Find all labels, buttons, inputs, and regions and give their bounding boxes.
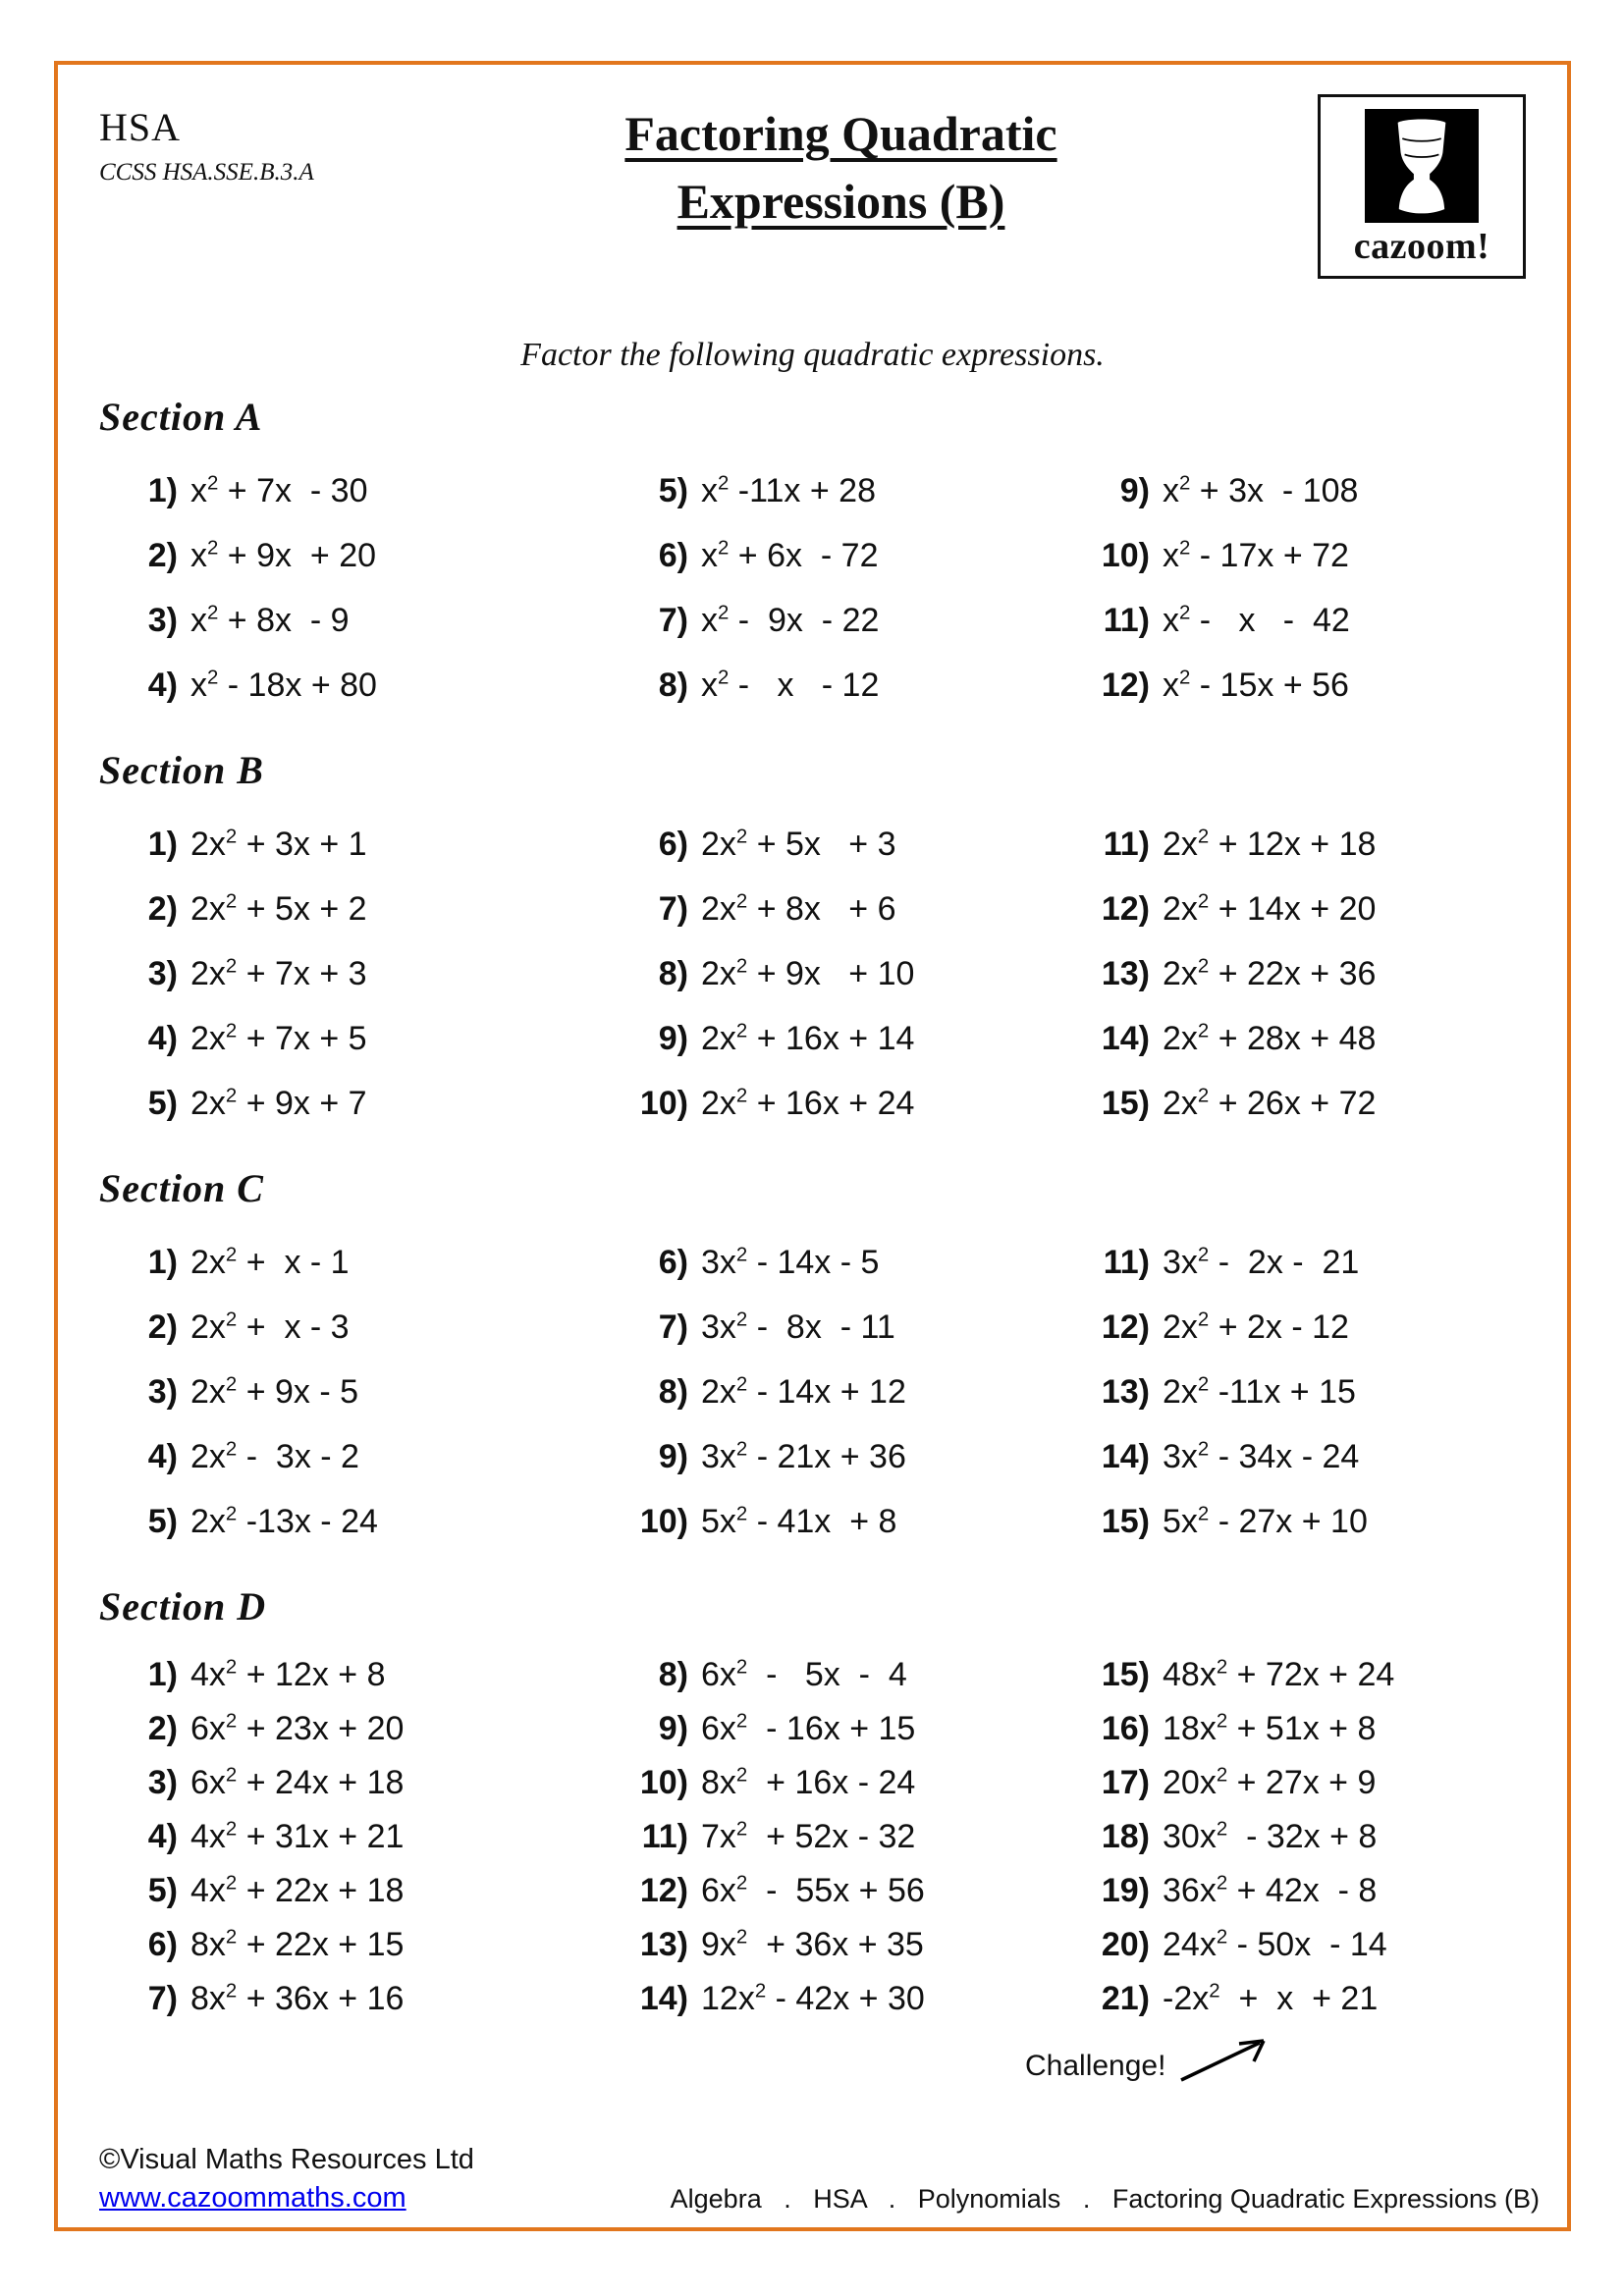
problem-number: 7)	[147, 1979, 178, 2017]
problem-number: 11)	[1103, 1243, 1150, 1281]
problem-expression: $2x^2 + 22x + 36$	[1163, 954, 1377, 992]
page-title	[364, 94, 1318, 236]
problem-item	[109, 1972, 620, 2026]
problem-expression: $2x^2 + 28x + 48$	[1163, 1019, 1377, 1057]
problem-item	[109, 1702, 620, 1756]
problem-number: 5)	[147, 1502, 178, 1540]
problem-expression: $2x^2$ -13x - 24	[190, 1502, 378, 1540]
problem-item	[620, 588, 1081, 653]
problem-number: 15)	[1101, 1655, 1150, 1693]
problem-expression: $5x^2 - 27x + 10$	[1163, 1502, 1368, 1540]
problem-number: 3)	[147, 954, 178, 992]
worksheet-content	[58, 65, 1567, 2026]
problem-item	[109, 812, 620, 877]
problem-item	[620, 1864, 1081, 1918]
problem-item	[620, 653, 1081, 718]
problem-expression: $3x^2 - 8x - 11$	[701, 1308, 895, 1346]
problem-item	[1081, 458, 1526, 523]
problem-item	[109, 1489, 620, 1554]
problem-item	[620, 1006, 1081, 1071]
problem-expression: $3x^2 - 21x + 36$	[701, 1437, 906, 1475]
problem-expression: $8x^2 + 36x + 16$	[190, 1979, 405, 2017]
section-heading: Section A	[99, 394, 263, 439]
problem-number: 15)	[1101, 1502, 1150, 1540]
ccss-standard: CCSS HSA.SSE.B.3.A	[99, 159, 314, 186]
problem-expression: $2x^2 + x - 1$	[190, 1243, 350, 1281]
problem-expression: $-2x^2 + x + 21$	[1163, 1979, 1379, 2017]
problem-item	[1081, 877, 1526, 941]
problem-number: 5)	[147, 1084, 178, 1122]
problem-expression: $3x^2 - 34x - 24$	[1163, 1437, 1360, 1475]
problem-number: 4)	[147, 1817, 178, 1855]
problem-expression: $x^2 - 15x + 56$	[1163, 666, 1349, 704]
problem-item	[620, 1071, 1081, 1136]
problem-number: 12)	[639, 1871, 688, 1909]
problem-item	[109, 1071, 620, 1136]
problem-expression: $36x^2 + 42x - 8$	[1163, 1871, 1378, 1909]
problem-expression: $6x^2 - 5x - 4$	[701, 1655, 907, 1693]
problem-item	[109, 523, 620, 588]
problem-item	[109, 1864, 620, 1918]
problem-number: 10)	[639, 1502, 688, 1540]
problem-item	[1081, 1918, 1526, 1972]
problem-item	[620, 812, 1081, 877]
problem-item	[109, 1230, 620, 1295]
problem-item	[109, 1756, 620, 1810]
problem-item	[1081, 1972, 1526, 2026]
problem-item	[1081, 588, 1526, 653]
problem-number: 1)	[147, 1655, 178, 1693]
problem-item	[109, 1295, 620, 1360]
problem-expression: $6x^2 + 23x + 20$	[190, 1709, 405, 1747]
problem-number: 8)	[658, 954, 688, 992]
problem-number: 1)	[147, 1243, 178, 1281]
problem-expression: $2x^2 + 2x - 12$	[1163, 1308, 1349, 1346]
problem-expression: $x^2 - 17x + 72$	[1163, 536, 1349, 574]
problem-item	[620, 1489, 1081, 1554]
problem-expression: $6x^2 - 16x + 15$	[701, 1709, 916, 1747]
problem-number: 3)	[147, 1372, 178, 1411]
problem-item	[109, 653, 620, 718]
problem-item	[109, 1006, 620, 1071]
problem-number: 6)	[658, 825, 688, 863]
problem-number: 16)	[1101, 1709, 1150, 1747]
problem-expression: $2x^2$ -11x + 15	[1163, 1372, 1356, 1411]
problem-item	[1081, 1648, 1526, 1702]
problem-expression: $2x^2 + 9x + 7$	[190, 1084, 367, 1122]
problem-number: 13)	[1101, 1372, 1150, 1411]
problem-expression: $4x^2 + 22x + 18$	[190, 1871, 405, 1909]
footer	[99, 2141, 1540, 2217]
problem-expression: $x^2$ - x - 12	[701, 666, 880, 704]
problem-expression: $9x^2 + 36x + 35$	[701, 1925, 924, 1963]
problem-expression: $12x^2 - 42x + 30$	[701, 1979, 925, 2017]
problem-expression: $3x^2 - 14x - 5$	[701, 1243, 880, 1281]
problem-expression: $30x^2 - 32x + 8$	[1163, 1817, 1378, 1855]
problem-item	[620, 941, 1081, 1006]
sections	[99, 394, 1526, 2026]
problem-number: 21)	[1101, 1979, 1150, 2017]
section	[99, 1583, 1526, 2026]
problem-item	[620, 1360, 1081, 1424]
problem-expression: $2x^2 + 3x + 1$	[190, 825, 367, 863]
problem-expression: $x^2 + 6x - 72$	[701, 536, 879, 574]
problem-item	[1081, 1424, 1526, 1489]
title-line-1: Factoring Quadratic	[624, 106, 1057, 161]
course-code: HSA	[99, 105, 182, 149]
problem-number: 10)	[639, 1084, 688, 1122]
problem-item	[1081, 1756, 1526, 1810]
problem-number: 6)	[658, 536, 688, 574]
problem-expression: $x^2 - 9x - 22$	[701, 601, 880, 639]
problem-expression: $5x^2 - 41x + 8$	[701, 1502, 897, 1540]
problem-expression: $2x^2 + 16x + 24$	[701, 1084, 915, 1122]
problem-item	[1081, 1230, 1526, 1295]
problem-number: 18)	[1101, 1817, 1150, 1855]
problem-item	[109, 877, 620, 941]
problem-number: 11)	[1103, 601, 1150, 639]
problem-expression: $x^2 - 18x + 80$	[190, 666, 377, 704]
problem-item	[109, 1810, 620, 1864]
logo-wordmark: cazoom!	[1353, 226, 1490, 267]
problem-item	[1081, 523, 1526, 588]
problem-number: 12)	[1101, 666, 1150, 704]
problem-expression: $2x^2 + 5x + 2$	[190, 889, 367, 928]
problem-item	[620, 1756, 1081, 1810]
problem-item	[620, 1702, 1081, 1756]
problem-item	[1081, 1071, 1526, 1136]
problem-item	[620, 1424, 1081, 1489]
problem-number: 9)	[658, 1019, 688, 1057]
problem-expression: $2x^2 + x - 3$	[190, 1308, 350, 1346]
problem-number: 15)	[1101, 1084, 1150, 1122]
problem-item	[1081, 941, 1526, 1006]
problem-item	[1081, 1295, 1526, 1360]
section-heading: Section B	[99, 747, 264, 792]
challenge-label: Challenge!	[1025, 2050, 1166, 2082]
problem-number: 14)	[1101, 1019, 1150, 1057]
problem-number: 17)	[1101, 1763, 1150, 1801]
problem-expression: $2x^2 + 5x + 3$	[701, 825, 896, 863]
problem-number: 2)	[147, 1709, 178, 1747]
problem-number: 2)	[147, 536, 178, 574]
problem-number: 14)	[1101, 1437, 1150, 1475]
problem-number: 12)	[1101, 1308, 1150, 1346]
problem-item	[620, 1230, 1081, 1295]
problem-item	[620, 523, 1081, 588]
problem-expression: $x^2 + 3x - 108$	[1163, 471, 1359, 509]
problem-number: 7)	[658, 1308, 688, 1346]
problem-expression: $x^2$ -11x + 28	[701, 471, 876, 509]
problem-expression: $2x^2 + 9x - 5$	[190, 1372, 359, 1411]
problem-number: 8)	[658, 1655, 688, 1693]
problem-expression: $3x^2 - 2x - 21$	[1163, 1243, 1360, 1281]
section	[99, 394, 1526, 718]
problem-number: 6)	[147, 1925, 178, 1963]
problem-number: 2)	[147, 889, 178, 928]
problem-item	[620, 1918, 1081, 1972]
problem-expression: $2x^2 + 12x + 18$	[1163, 825, 1377, 863]
problem-expression: $x^2 + 7x - 30$	[190, 471, 368, 509]
section	[99, 747, 1526, 1136]
problem-expression: $18x^2 + 51x + 8$	[1163, 1709, 1377, 1747]
problem-item	[1081, 812, 1526, 877]
problem-expression: $2x^2 - 14x + 12$	[701, 1372, 906, 1411]
problem-expression: $6x^2 - 55x + 56$	[701, 1871, 925, 1909]
problem-number: 13)	[639, 1925, 688, 1963]
problem-number: 8)	[658, 666, 688, 704]
problem-expression: $2x^2 + 7x + 3$	[190, 954, 367, 992]
problem-number: 2)	[147, 1308, 178, 1346]
problem-item	[109, 1424, 620, 1489]
problem-number: 7)	[658, 601, 688, 639]
problem-number: 5)	[658, 471, 688, 509]
problem-item	[620, 877, 1081, 941]
problem-expression: $x^2 + 9x + 20$	[190, 536, 377, 574]
problem-expression: $48x^2 + 72x + 24$	[1163, 1655, 1395, 1693]
problem-number: 14)	[639, 1979, 688, 2017]
problem-number: 7)	[658, 889, 688, 928]
problem-item	[620, 1810, 1081, 1864]
problem-number: 10)	[639, 1763, 688, 1801]
header	[99, 94, 1526, 279]
section	[99, 1165, 1526, 1554]
problem-number: 9)	[658, 1709, 688, 1747]
challenge-arrow-icon	[1177, 2031, 1275, 2088]
problem-expression: $7x^2 + 52x - 32$	[701, 1817, 916, 1855]
problem-number: 1)	[147, 471, 178, 509]
problem-item	[1081, 1006, 1526, 1071]
problem-number: 3)	[147, 601, 178, 639]
problem-item	[109, 458, 620, 523]
header-left	[99, 94, 364, 187]
problem-expression: $2x^2 + 26x + 72$	[1163, 1084, 1377, 1122]
problem-number: 5)	[147, 1871, 178, 1909]
problem-expression: $6x^2 + 24x + 18$	[190, 1763, 405, 1801]
problem-expression: $2x^2 + 7x + 5$	[190, 1019, 367, 1057]
problem-number: 6)	[658, 1243, 688, 1281]
cazoom-logo	[1318, 94, 1526, 279]
title-line-2: Expressions (B)	[677, 174, 1005, 229]
problem-expression: $4x^2 + 31x + 21$	[190, 1817, 405, 1855]
problem-number: 19)	[1101, 1871, 1150, 1909]
problem-expression: $8x^2 + 16x - 24$	[701, 1763, 916, 1801]
problem-number: 11)	[1103, 825, 1150, 863]
problem-item	[620, 1295, 1081, 1360]
copyright-text: ©Visual Maths Resources Ltd	[99, 2143, 474, 2175]
problem-expression: $2x^2 + 16x + 14$	[701, 1019, 915, 1057]
problem-item	[1081, 1864, 1526, 1918]
problem-item	[109, 1918, 620, 1972]
problem-expression: $2x^2 + 14x + 20$	[1163, 889, 1377, 928]
breadcrumb: Algebra . HSA . Polynomials . Factoring Quadratic Expressions (B)	[670, 2184, 1540, 2214]
problem-item	[109, 588, 620, 653]
problem-expression: $x^2 + 8x - 9$	[190, 601, 350, 639]
worksheet-page	[54, 61, 1571, 2231]
problem-expression: $2x^2 + 9x + 10$	[701, 954, 915, 992]
problem-number: 4)	[147, 1019, 178, 1057]
problem-number: 9)	[1119, 471, 1150, 509]
problem-item	[620, 458, 1081, 523]
problem-expression: $x^2$ - x - 42	[1163, 601, 1350, 639]
problem-expression: $2x^2 - 3x - 2$	[190, 1437, 359, 1475]
problem-expression: $24x^2 - 50x - 14$	[1163, 1925, 1387, 1963]
problem-expression: $20x^2 + 27x + 9$	[1163, 1763, 1377, 1801]
problem-number: 8)	[658, 1372, 688, 1411]
section-heading: Section C	[99, 1165, 264, 1210]
problem-number: 1)	[147, 825, 178, 863]
website-link[interactable]: www.cazoommaths.com	[99, 2181, 406, 2214]
problem-item	[1081, 1702, 1526, 1756]
problem-number: 9)	[658, 1437, 688, 1475]
problem-number: 20)	[1101, 1925, 1150, 1963]
problem-number: 4)	[147, 1437, 178, 1475]
problem-item	[1081, 1360, 1526, 1424]
section-heading: Section D	[99, 1583, 267, 1629]
drum-icon	[1365, 109, 1479, 223]
problem-number: 4)	[147, 666, 178, 704]
problem-number: 12)	[1101, 889, 1150, 928]
problem-number: 11)	[641, 1817, 688, 1855]
problem-item	[620, 1972, 1081, 2026]
problem-item	[620, 1648, 1081, 1702]
problem-expression: $2x^2 + 8x + 6$	[701, 889, 896, 928]
problem-item	[109, 1360, 620, 1424]
problem-number: 3)	[147, 1763, 178, 1801]
problem-item	[109, 1648, 620, 1702]
footer-left	[99, 2141, 474, 2217]
problem-number: 13)	[1101, 954, 1150, 992]
problem-item	[1081, 653, 1526, 718]
problem-item	[109, 941, 620, 1006]
challenge-annotation	[1025, 2031, 1275, 2088]
problem-number: 10)	[1101, 536, 1150, 574]
problem-expression: $8x^2 + 22x + 15$	[190, 1925, 405, 1963]
problem-item	[1081, 1810, 1526, 1864]
problem-expression: $4x^2 + 12x + 8$	[190, 1655, 386, 1693]
problem-item	[1081, 1489, 1526, 1554]
instruction-text: Factor the following quadratic expressions.	[520, 336, 1105, 373]
